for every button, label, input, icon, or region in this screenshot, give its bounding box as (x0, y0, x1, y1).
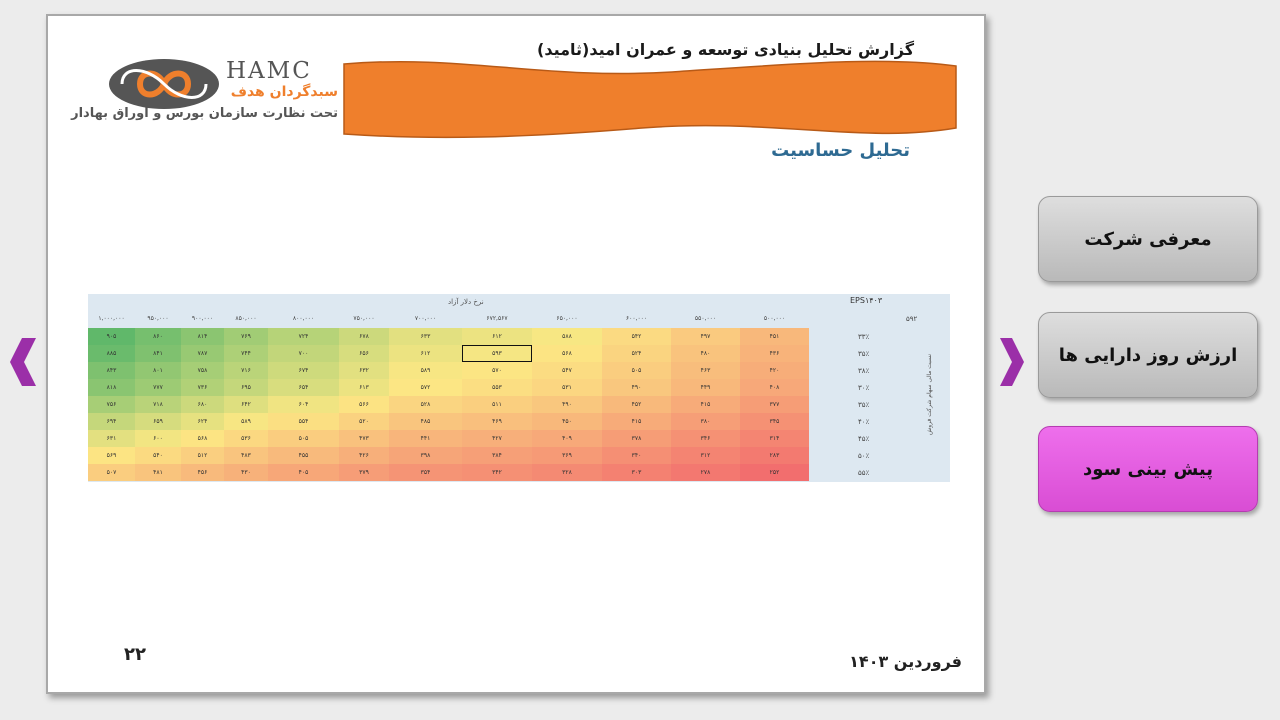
report-title: گزارش تحلیل بنیادی توسعه و عمران امید(ثامید) (537, 40, 914, 59)
table-cell[interactable]: ۵۸۹ (389, 362, 462, 379)
table-cell[interactable]: ۶۷۴ (268, 362, 339, 379)
table-cell[interactable]: ۶۵۴ (268, 379, 339, 396)
column-header: ۹۵۰,۰۰۰ (147, 315, 169, 322)
table-cell[interactable]: ۵۲۴ (602, 345, 671, 362)
table-cell[interactable]: ۴۸۵ (389, 413, 462, 430)
slide (46, 14, 986, 694)
table-cell[interactable]: ۵۲۸ (389, 396, 462, 413)
table-cell[interactable]: ۸۴۳ (88, 362, 135, 379)
table-cell[interactable]: ۳۸۰ (671, 413, 740, 430)
table-cell[interactable]: ۴۸۱ (135, 464, 181, 481)
sensitivity-table (88, 294, 950, 482)
table-cell[interactable]: ۷۶۹ (224, 328, 268, 345)
eps-base-value: ۵۹۲ (906, 315, 918, 323)
table-cell[interactable]: ۷۴۴ (224, 345, 268, 362)
table-cell[interactable]: ۴۲۶ (339, 447, 389, 464)
table-cell[interactable]: ۵۸۹ (224, 413, 268, 430)
section-title: تحلیل حساسیت (771, 140, 910, 161)
table-cell[interactable]: ۵۱۱ (462, 396, 532, 413)
table-cell[interactable]: ۵۸۸ (532, 328, 602, 345)
row-header: ۵۵٪ (858, 468, 870, 477)
table-cell[interactable]: ۴۶۳ (671, 362, 740, 379)
company-logo (71, 56, 338, 136)
row-header: ۳۸٪ (858, 366, 870, 375)
column-header: ۸۵۰,۰۰۰ (235, 315, 257, 322)
table-cell[interactable]: ۴۲۷ (462, 430, 532, 447)
table-header (88, 294, 950, 328)
table-cell[interactable]: ۶۴۲ (224, 396, 268, 413)
row-header: ۵۰٪ (858, 451, 870, 460)
table-cell[interactable]: ۵۱۲ (181, 447, 224, 464)
table-cell[interactable]: ۸۶۰ (135, 328, 181, 345)
table-cell[interactable]: ۴۶۹ (462, 413, 532, 430)
side-axis-label: نسبت مالی سهام شرکت فروش (926, 354, 933, 436)
table-cell[interactable]: ۳۲۸ (532, 464, 602, 481)
table-cell[interactable]: ۵۵۴ (268, 413, 339, 430)
table-cell[interactable]: ۶۹۵ (224, 379, 268, 396)
table-cell[interactable]: ۴۰۸ (740, 379, 809, 396)
table-cell[interactable]: ۳۷۹ (339, 464, 389, 481)
table-cell[interactable]: ۷۵۶ (88, 396, 135, 413)
row-header: ۳۵٪ (858, 349, 870, 358)
table-cell[interactable]: ۴۵۶ (181, 464, 224, 481)
table-cell[interactable]: ۷۱۶ (224, 362, 268, 379)
next-arrow-icon[interactable] (996, 336, 1028, 388)
table-cell[interactable]: ۲۷۸ (671, 464, 740, 481)
table-cell[interactable]: ۴۲۰ (740, 362, 809, 379)
nav-profit-forecast-button[interactable]: پیش بینی سود (1038, 426, 1258, 512)
title-banner (342, 58, 958, 140)
table-cell[interactable]: ۵۰۷ (88, 464, 135, 481)
row-header: ۳۵٪ (858, 400, 870, 409)
table-cell[interactable]: ۵۲۰ (339, 413, 389, 430)
table-cell[interactable]: ۲۸۳ (740, 447, 809, 464)
column-header: ۵۰۰,۰۰۰ (763, 315, 786, 322)
table-cell[interactable]: ۲۵۲ (740, 464, 809, 481)
table-cell[interactable]: ۳۴۲ (462, 464, 532, 481)
nav-asset-value-button[interactable]: ارزش روز دارایی ها (1038, 312, 1258, 398)
table-cell[interactable]: ۳۸۴ (462, 447, 532, 464)
table-cell[interactable]: ۷۷۷ (135, 379, 181, 396)
table-cell[interactable]: ۴۸۳ (224, 447, 268, 464)
table-cell[interactable]: ۷۱۸ (135, 396, 181, 413)
table-cell[interactable]: ۵۴۷ (532, 362, 602, 379)
row-header: ۴۵٪ (858, 434, 870, 443)
table-cell[interactable]: ۵۳۱ (532, 379, 602, 396)
table-cell[interactable]: ۷۵۸ (181, 362, 224, 379)
table-cell[interactable]: ۴۰۵ (268, 464, 339, 481)
table-cell[interactable]: ۶۸۰ (181, 396, 224, 413)
prev-arrow-icon[interactable] (6, 336, 42, 388)
column-header: ۸۰۰,۰۰۰ (292, 315, 315, 322)
eps-label: EPS۱۴۰۳ (850, 296, 883, 305)
table-cell[interactable]: ۵۴۲ (602, 328, 671, 345)
table-cell[interactable]: ۵۵۳ (462, 379, 532, 396)
column-header: ۹۰۰,۰۰۰ (191, 315, 214, 322)
table-cell[interactable]: ۵۷۲ (389, 379, 462, 396)
table-cell[interactable]: ۵۶۹ (88, 447, 135, 464)
table-cell[interactable]: ۳۵۴ (389, 464, 462, 481)
table-cell[interactable]: ۸۴۱ (135, 345, 181, 362)
top-axis-label: نرخ دلار آزاد (448, 298, 484, 306)
table-cell[interactable]: ۴۹۰ (532, 396, 602, 413)
table-cell[interactable]: ۸۰۱ (135, 362, 181, 379)
table-cell[interactable]: ۶۲۴ (181, 413, 224, 430)
table-cell[interactable]: ۷۰۰ (268, 345, 339, 362)
table-cell[interactable]: ۷۲۴ (268, 328, 339, 345)
table-cell[interactable]: ۳۴۵ (740, 413, 809, 430)
column-header: ۵۵۰,۰۰۰ (694, 315, 717, 322)
table-cell[interactable]: ۶۳۲ (339, 362, 389, 379)
table-cell[interactable]: ۸۸۵ (88, 345, 135, 362)
table-cell[interactable]: ۶۱۲ (389, 345, 462, 362)
logo-brand: HAMC (226, 58, 312, 84)
table-cell[interactable]: ۵۰۵ (268, 430, 339, 447)
row-header: ۳۳٪ (858, 332, 870, 341)
table-cell[interactable]: ۶۵۶ (339, 345, 389, 362)
row-header: ۴۰٪ (858, 417, 870, 426)
table-cell[interactable]: ۴۴۹ (671, 379, 740, 396)
table-cell[interactable]: ۵۳۶ (224, 430, 268, 447)
table-cell[interactable]: ۳۴۰ (602, 447, 671, 464)
table-cell[interactable]: ۴۷۳ (339, 430, 389, 447)
column-header: ۷۵۰,۰۰۰ (353, 315, 375, 322)
infinity-logo-icon (106, 56, 222, 112)
table-cell[interactable]: ۶۱۲ (462, 328, 532, 345)
page-number: ۲۲ (124, 644, 146, 665)
table-cell[interactable]: ۴۹۰ (602, 379, 671, 396)
table-cell[interactable]: ۵۴۰ (135, 447, 181, 464)
table-cell[interactable]: ۸۱۸ (88, 379, 135, 396)
column-header: ۶۰۰,۰۰۰ (625, 315, 648, 322)
table-cell[interactable]: ۳۱۴ (740, 430, 809, 447)
table-cell[interactable]: ۳۷۸ (602, 430, 671, 447)
column-header: ۶۷۲,۵۶۷ (486, 315, 508, 322)
table-cell[interactable]: ۷۸۷ (181, 345, 224, 362)
table-cell[interactable]: ۶۰۴ (268, 396, 339, 413)
table-cell[interactable]: ۵۷۰ (462, 362, 532, 379)
column-header: ۱,۰۰۰,۰۰۰ (98, 315, 125, 322)
table-cell[interactable]: ۴۵۱ (740, 328, 809, 345)
row-header: ۳۰٪ (858, 383, 870, 392)
table-cell[interactable]: ۴۱۵ (602, 413, 671, 430)
table-cell[interactable]: ۵۹۳ (462, 345, 532, 362)
table-cell[interactable]: ۳۹۸ (389, 447, 462, 464)
table-cell[interactable]: ۶۳۱ (88, 430, 135, 447)
table-cell[interactable]: ۴۰۹ (532, 430, 602, 447)
table-cell[interactable]: ۵۶۸ (532, 345, 602, 362)
footer-date: فروردین ۱۴۰۳ (849, 652, 962, 671)
table-cell[interactable]: ۶۳۳ (389, 328, 462, 345)
nav-company-intro-button[interactable]: معرفی شرکت (1038, 196, 1258, 282)
table-cell[interactable]: ۶۵۹ (135, 413, 181, 430)
table-cell[interactable]: ۶۹۴ (88, 413, 135, 430)
logo-subtitle: تحت نظارت سازمان بورس و اوراق بهادار (71, 106, 338, 121)
table-cell[interactable]: ۶۱۳ (339, 379, 389, 396)
table-cell[interactable]: ۴۴۱ (389, 430, 462, 447)
table-cell[interactable]: ۳۰۳ (602, 464, 671, 481)
table-cell[interactable]: ۸۱۴ (181, 328, 224, 345)
table-cell[interactable]: ۴۵۰ (532, 413, 602, 430)
table-cell[interactable]: ۴۱۵ (671, 396, 740, 413)
table-cell[interactable]: ۴۵۲ (602, 396, 671, 413)
table-cell[interactable]: ۴۹۷ (671, 328, 740, 345)
table-cell[interactable]: ۳۴۶ (671, 430, 740, 447)
column-header: ۶۵۰,۰۰۰ (556, 315, 578, 322)
table-cell[interactable]: ۳۱۲ (671, 447, 740, 464)
table-cell[interactable]: ۴۸۰ (671, 345, 740, 362)
logo-name: سبدگردان هدف (230, 84, 338, 100)
table-cell[interactable]: ۹۰۵ (88, 328, 135, 345)
table-cell[interactable]: ۶۰۰ (135, 430, 181, 447)
table-cell[interactable]: ۳۶۹ (532, 447, 602, 464)
table-cell[interactable]: ۵۰۵ (602, 362, 671, 379)
table-cell[interactable]: ۴۳۰ (224, 464, 268, 481)
table-cell[interactable]: ۵۶۶ (339, 396, 389, 413)
table-cell[interactable]: ۴۳۶ (740, 345, 809, 362)
table-cell[interactable]: ۴۵۵ (268, 447, 339, 464)
table-cell[interactable]: ۳۷۷ (740, 396, 809, 413)
table-cell[interactable]: ۶۷۸ (339, 328, 389, 345)
table-cell[interactable]: ۷۳۶ (181, 379, 224, 396)
column-header: ۷۰۰,۰۰۰ (414, 315, 437, 322)
table-cell[interactable]: ۵۶۸ (181, 430, 224, 447)
